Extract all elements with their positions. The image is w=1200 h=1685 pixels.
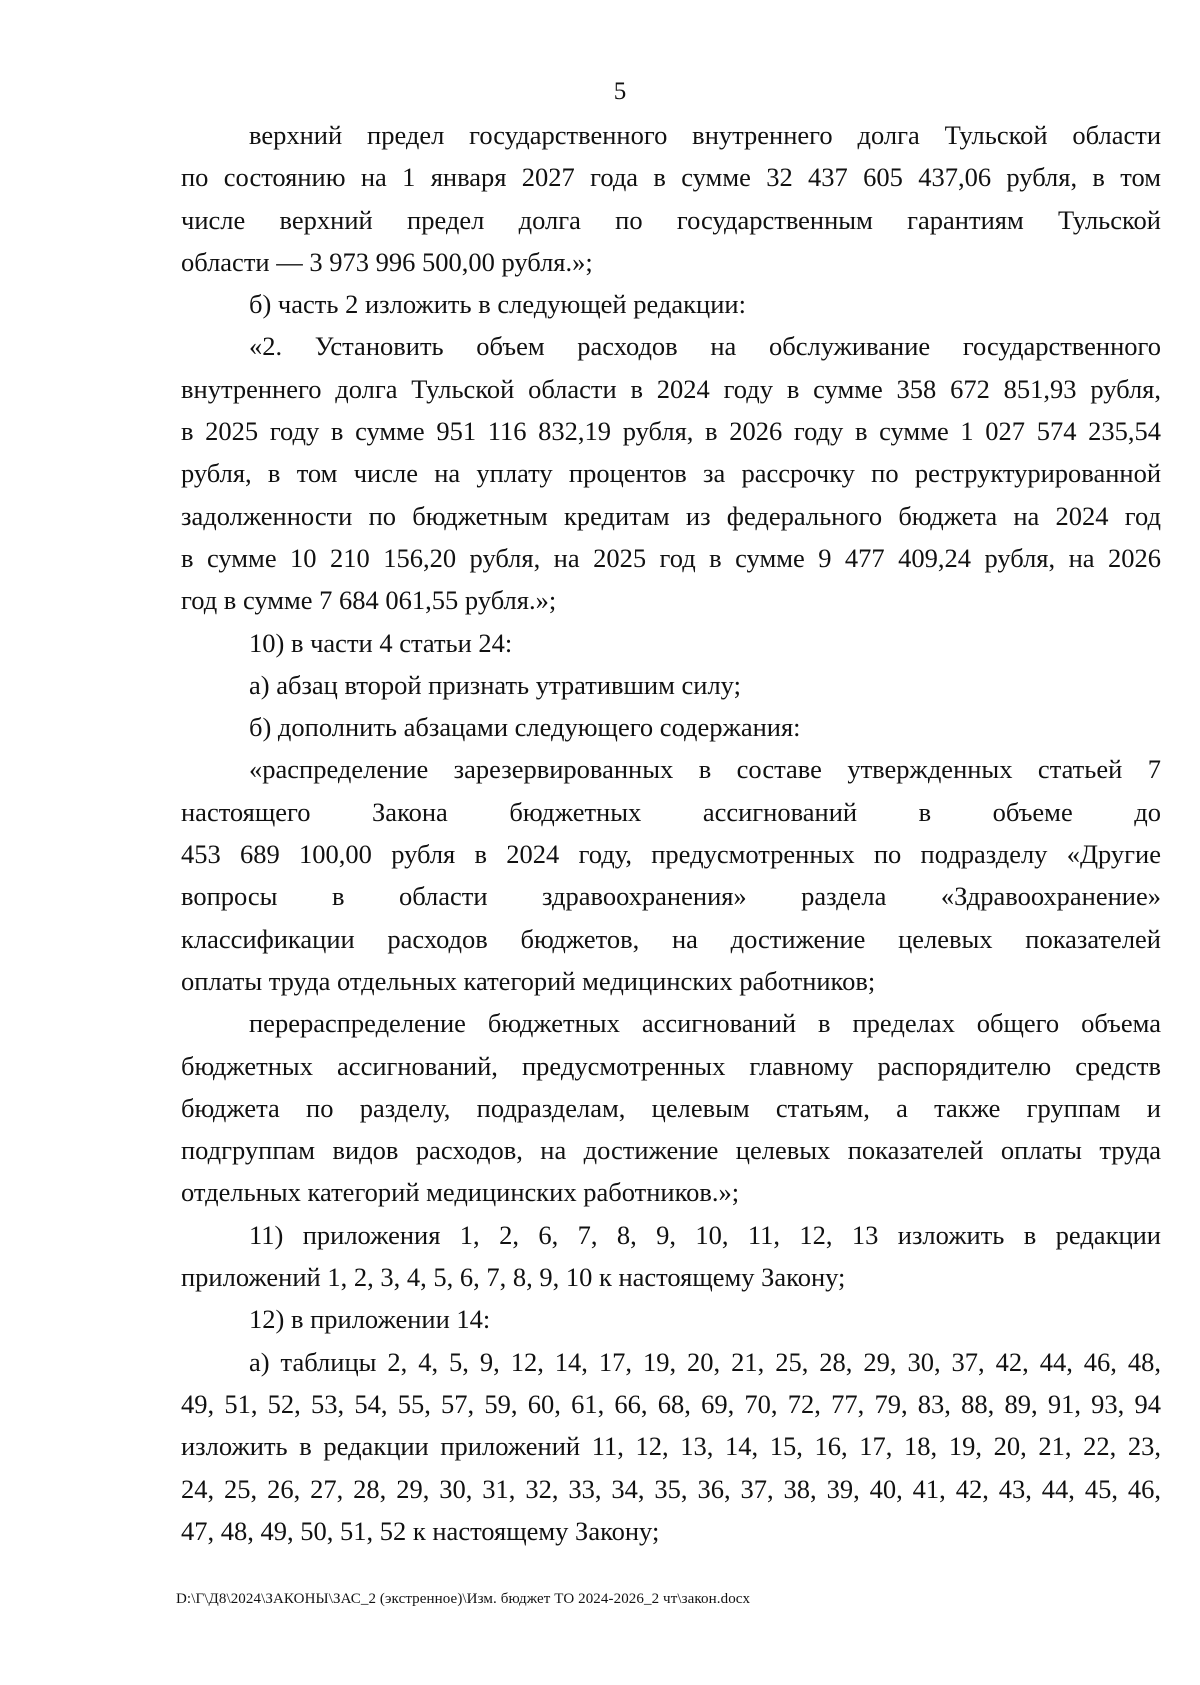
file-path-footer: D:\Г\Д8\2024\ЗАКОНЫ\ЗАС_2 (экстренное)\Изм. бюджет ТО 2024-2026_2 чт\закон.docx <box>176 1591 751 1607</box>
paragraph-line: бюджетных ассигнований, предусмотренных главному распорядителю средств <box>181 1050 1161 1081</box>
paragraph-line: задолженности по бюджетным кредитам из федерального бюджета на 2024 год <box>181 500 1161 531</box>
paragraph-line: отдельных категорий медицинских работников.»; <box>181 1177 740 1208</box>
paragraph-line: «2. Установить объем расходов на обслуживание государственного <box>249 331 1161 362</box>
paragraph-line: 49, 51, 52, 53, 54, 55, 57, 59, 60, 61, 66, 68, 69, 70, 72, 77, 79, 83, 88, 89, 91, 93, 94 <box>181 1388 1161 1419</box>
page-number: 5 <box>613 78 627 105</box>
paragraph <box>181 748 1161 1002</box>
paragraph-line: рубля, в том числе на уплату процентов за рассрочку по реструктурированной <box>181 458 1161 489</box>
paragraph-line: 47, 48, 49, 50, 51, 52 к настоящему Закону; <box>181 1515 660 1546</box>
paragraph-line: 10) в части 4 статьи 24: <box>249 627 513 658</box>
paragraph-line: по состоянию на 1 января 2027 года в сумме 32 437 605 437,06 рубля, в том <box>181 162 1161 193</box>
paragraph <box>181 283 1161 325</box>
paragraph <box>181 114 1161 283</box>
paragraph-line: б) дополнить абзацами следующего содержания: <box>249 712 801 743</box>
paragraph-line: 453 689 100,00 рубля в 2024 году, предусмотренных по подразделу «Другие <box>181 839 1161 870</box>
paragraph-line: подгруппам видов расходов, на достижение целевых показателей оплаты труда <box>181 1135 1161 1166</box>
paragraph <box>181 325 1161 621</box>
paragraph-line: 12) в приложении 14: <box>249 1304 491 1335</box>
paragraph-line: б) часть 2 изложить в следующей редакции: <box>249 289 746 320</box>
paragraph-line: а) таблицы 2, 4, 5, 9, 12, 14, 17, 19, 20, 21, 25, 28, 29, 30, 37, 42, 44, 46, 48, <box>249 1346 1161 1377</box>
paragraph-line: внутреннего долга Тульской области в 2024 году в сумме 358 672 851,93 рубля, <box>181 373 1161 404</box>
paragraph-line: «распределение зарезервированных в составе утвержденных статьей 7 <box>249 754 1161 785</box>
paragraph-line: настоящего Закона бюджетных ассигнований в объеме до <box>181 796 1161 827</box>
paragraph-line: вопросы в области здравоохранения» раздела «Здравоохранение» <box>181 881 1161 912</box>
paragraph-line: верхний предел государственного внутреннего долга Тульской области <box>249 120 1161 150</box>
paragraph <box>181 1298 1161 1340</box>
document-body <box>181 114 1161 1552</box>
paragraph-line: классификации расходов бюджетов, на достижение целевых показателей <box>181 923 1161 954</box>
paragraph-line: перераспределение бюджетных ассигнований в пределах общего объема <box>249 1008 1161 1039</box>
paragraph <box>181 1214 1161 1299</box>
paragraph <box>181 622 1161 664</box>
paragraph-line: числе верхний предел долга по государственным гарантиям Тульской <box>181 204 1161 235</box>
paragraph-line: год в сумме 7 684 061,55 рубля.»; <box>181 585 557 616</box>
paragraph-line: 24, 25, 26, 27, 28, 29, 30, 31, 32, 33, 34, 35, 36, 37, 38, 39, 40, 41, 42, 43, 44, 45, 46, <box>181 1473 1161 1504</box>
paragraph-line: изложить в редакции приложений 11, 12, 13, 14, 15, 16, 17, 18, 19, 20, 21, 22, 23, <box>181 1431 1161 1462</box>
paragraph-line: оплаты труда отдельных категорий медицинских работников; <box>181 965 876 996</box>
paragraph <box>181 706 1161 748</box>
paragraph-line: 11) приложения 1, 2, 6, 7, 8, 9, 10, 11, 12, 13 изложить в редакции <box>249 1219 1161 1250</box>
paragraph <box>181 1341 1161 1552</box>
paragraph-line: области — 3 973 996 500,00 рубля.»; <box>181 246 593 277</box>
paragraph-line: в 2025 году в сумме 951 116 832,19 рубля, в 2026 году в сумме 1 027 574 235,54 <box>181 416 1161 447</box>
paragraph <box>181 1002 1161 1213</box>
paragraph-line: бюджета по разделу, подразделам, целевым статьям, а также группам и <box>181 1092 1161 1123</box>
paragraph-line: а) абзац второй признать утратившим силу; <box>249 669 741 700</box>
paragraph-line: приложений 1, 2, 3, 4, 5, 6, 7, 8, 9, 10 к настоящему Закону; <box>181 1262 846 1293</box>
paragraph-line: в сумме 10 210 156,20 рубля, на 2025 год в сумме 9 477 409,24 рубля, на 2026 <box>181 542 1161 573</box>
paragraph <box>181 664 1161 706</box>
